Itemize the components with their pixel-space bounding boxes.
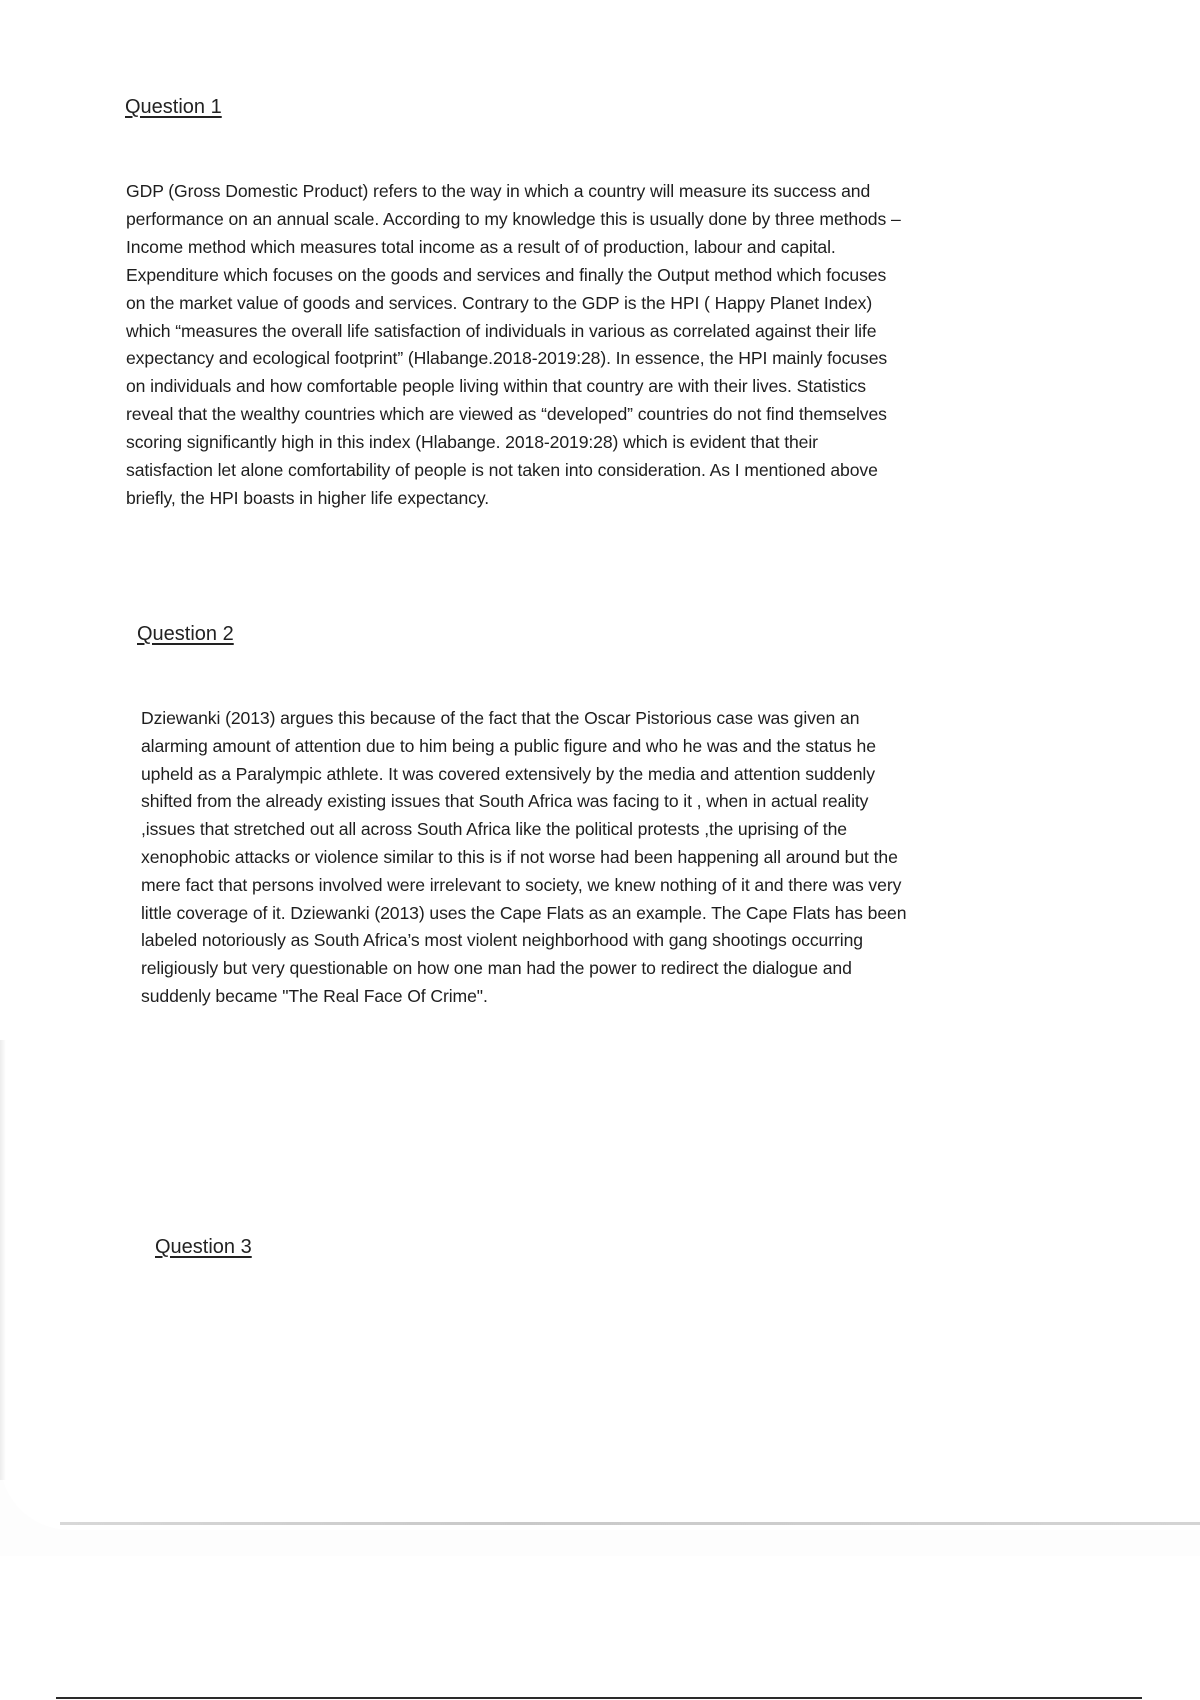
answer-line: which “measures the overall life satisfaction of individuals in various as correlated against their life: [126, 320, 877, 341]
answer-line: on individuals and how comfortable people living within that country are with their lives. Statistics: [126, 376, 866, 397]
question-1-heading: Question 1: [125, 96, 222, 118]
question-2-answer: [141, 705, 1091, 1011]
bottom-rule: [56, 1697, 1142, 1699]
next-page-area: [0, 1556, 1200, 1700]
answer-line: reveal that the wealthy countries which are viewed as “developed” countries do not find themselves: [126, 404, 887, 425]
answer-line: alarming amount of attention due to him being a public figure and who he was and the status he: [141, 735, 876, 756]
answer-line: satisfaction let alone comfortability of people is not taken into consideration. As I mentioned above: [126, 460, 878, 481]
answer-line: briefly, the HPI boasts in higher life expectancy.: [126, 487, 490, 508]
answer-line: Dziewanki (2013) argues this because of the fact that the Oscar Pistorious case was given an: [141, 708, 860, 728]
answer-line: Income method which measures total income as a result of of production, labour and capital.: [126, 236, 836, 257]
answer-line: shifted from the already existing issues that South Africa was facing to it , when in actual reality: [141, 791, 869, 812]
answer-line: upheld as a Paralympic athlete. It was covered extensively by the media and attention suddenly: [141, 763, 875, 784]
answer-line: labeled notoriously as South Africa’s most violent neighborhood with gang shootings occurring: [141, 930, 863, 951]
answer-line: GDP (Gross Domestic Product) refers to the way in which a country will measure its success and: [126, 181, 871, 201]
page-shadow-left: [0, 1040, 6, 1480]
answer-line: ,issues that stretched out all across South Africa like the political protests ,the uprising of the: [141, 819, 847, 840]
question-1-answer: [126, 178, 1076, 513]
page-bottom-edge: [60, 1522, 1200, 1525]
answer-line: religiously but very questionable on how one man had the power to redirect the dialogue and: [141, 958, 852, 979]
question-2-heading: Question 2: [137, 623, 234, 645]
question-3-heading: Question 3: [155, 1236, 252, 1258]
answer-line: little coverage of it. Dziewanki (2013) uses the Cape Flats as an example. The Cape Flats has been: [141, 902, 907, 923]
answer-line: performance on an annual scale. According to my knowledge this is usually done by three methods –: [126, 208, 901, 229]
answer-line: scoring significantly high in this index (Hlabange. 2018-2019:28) which is evident that their: [126, 432, 818, 453]
answer-line: mere fact that persons involved were irrelevant to society, we knew nothing of it and there was very: [141, 874, 902, 895]
answer-line: expectancy and ecological footprint” (Hlabange.2018-2019:28). In essence, the HPI mainly focuses: [126, 348, 888, 369]
answer-line: Expenditure which focuses on the goods and services and finally the Output method which focuses: [126, 264, 887, 285]
answer-line: on the market value of goods and services. Contrary to the GDP is the HPI ( Happy Planet Index): [126, 292, 873, 313]
answer-line: xenophobic attacks or violence similar to this is if not worse had been happening all around but the: [141, 846, 898, 867]
answer-line: suddenly became "The Real Face Of Crime".: [141, 985, 488, 1006]
